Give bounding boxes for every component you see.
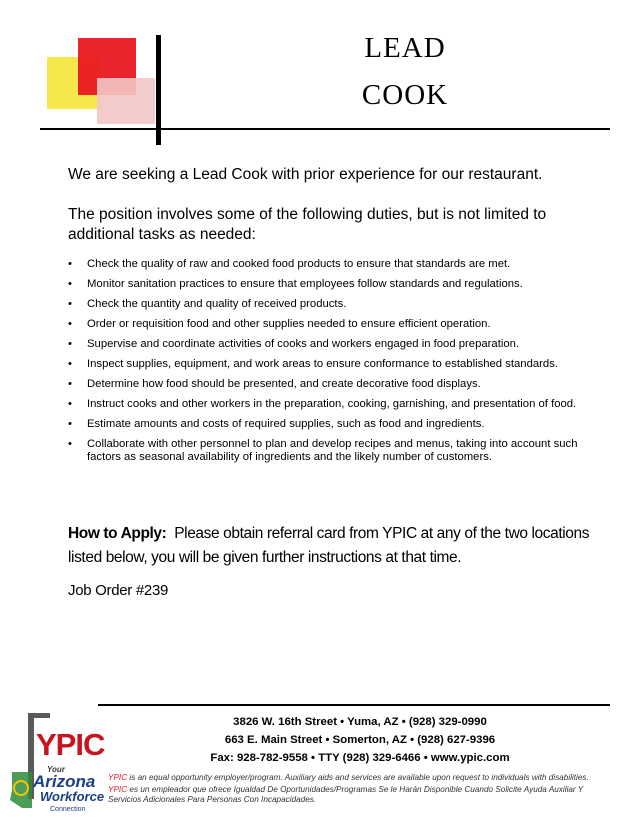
bullet-icon: • bbox=[68, 358, 72, 370]
duty-text: Collaborate with other personnel to plan and develop recipes and menus, taking into account such factors as seasonal availability of ingredients and the likely number of customers. bbox=[87, 438, 578, 463]
eeo-english bbox=[108, 773, 608, 783]
duty-text: Instruct cooks and other workers in the preparation, cooking, garnishing, and presentation of food. bbox=[87, 398, 577, 410]
apply-text: Please obtain referral card from YPIC at any of the two locations listed below, you will be given further instructions at that time. bbox=[68, 525, 590, 566]
logo-bracket-top bbox=[28, 713, 50, 718]
header-divider bbox=[40, 128, 610, 130]
intro-position: The position involves some of the following duties, but is not limited to additional tasks as needed: bbox=[68, 206, 547, 243]
bullet-icon: • bbox=[68, 438, 72, 450]
bullet-icon: • bbox=[68, 398, 72, 410]
bullet-icon: • bbox=[68, 338, 72, 350]
duty-text: Estimate amounts and costs of required supplies, such as food and ingredients. bbox=[87, 418, 485, 430]
duty-item bbox=[68, 378, 608, 391]
duty-text: Check the quantity and quality of received products. bbox=[87, 298, 347, 310]
arizona-map-icon bbox=[8, 770, 36, 810]
eeo-spanish-text: es un empleador que ofrece Igualdad De Oportunidades/Programas Se le Harán Disponible Cuando Solicite Ayuda Auxiliar Y Servicios Adicionales Para Personas Con Incapacidades. bbox=[108, 785, 584, 804]
duty-item bbox=[68, 258, 608, 271]
eeo-english-text: is an equal opportunity employer/program. Auxiliary aids and services are available upon request to individuals with disabilities. bbox=[129, 773, 589, 782]
logo-workforce: Workforce bbox=[40, 789, 105, 804]
duty-item bbox=[68, 418, 608, 431]
logo-your: Your bbox=[47, 765, 65, 774]
ypic-logo: YPIC bbox=[36, 727, 105, 762]
duty-item bbox=[68, 278, 608, 291]
eeo-spanish bbox=[108, 785, 608, 805]
title-line2: COOK bbox=[361, 79, 449, 111]
duty-text: Inspect supplies, equipment, and work areas to ensure conformance to established standards. bbox=[87, 358, 558, 370]
eeo-es-org: YPIC bbox=[108, 785, 128, 794]
duty-text: Check the quality of raw and cooked food products to ensure that standards are met. bbox=[87, 258, 511, 270]
logo-arizona: Arizona bbox=[33, 772, 96, 791]
duty-item bbox=[68, 318, 608, 331]
bullet-icon: • bbox=[68, 278, 72, 290]
footer-divider bbox=[98, 704, 610, 706]
duty-text: Monitor sanitation practices to ensure that employees follow standards and regulations. bbox=[87, 278, 523, 290]
bullet-icon: • bbox=[68, 418, 72, 430]
duty-item bbox=[68, 438, 608, 464]
logo-connection: Connection bbox=[50, 806, 86, 813]
eeo-org: YPIC bbox=[108, 773, 128, 782]
duty-item bbox=[68, 358, 608, 371]
duty-text: Determine how food should be presented, and create decorative food displays. bbox=[87, 378, 481, 390]
footer-address-yuma: 3826 W. 16th Street • Yuma, AZ • (928) 329-0990 bbox=[233, 716, 487, 728]
bullet-icon: • bbox=[68, 258, 72, 270]
intro-seeking: We are seeking a Lead Cook with prior experience for our restaurant. bbox=[68, 166, 543, 183]
bullet-icon: • bbox=[68, 378, 72, 390]
job-order: Job Order #239 bbox=[68, 582, 169, 599]
bullet-icon: • bbox=[68, 298, 72, 310]
duty-text: Supervise and coordinate activities of cooks and workers engaged in food preparation. bbox=[87, 338, 520, 350]
bullet-icon: • bbox=[68, 318, 72, 330]
footer-fax-tty-web: Fax: 928-782-9558 • TTY (928) 329-6466 • www.ypic.com bbox=[210, 752, 510, 764]
duty-text: Order or requisition food and other supplies needed to ensure efficient operation. bbox=[87, 318, 491, 330]
how-to-apply bbox=[68, 522, 613, 570]
duty-item bbox=[68, 298, 608, 311]
duties-list bbox=[68, 258, 608, 471]
duty-item bbox=[68, 338, 608, 351]
footer-address-somerton: 663 E. Main Street • Somerton, AZ • (928) 627-9396 bbox=[224, 734, 496, 746]
apply-label: How to Apply: bbox=[68, 525, 167, 542]
duty-item bbox=[68, 398, 608, 411]
decor-pink-square bbox=[97, 78, 155, 124]
title-line1: LEAD bbox=[364, 32, 446, 64]
